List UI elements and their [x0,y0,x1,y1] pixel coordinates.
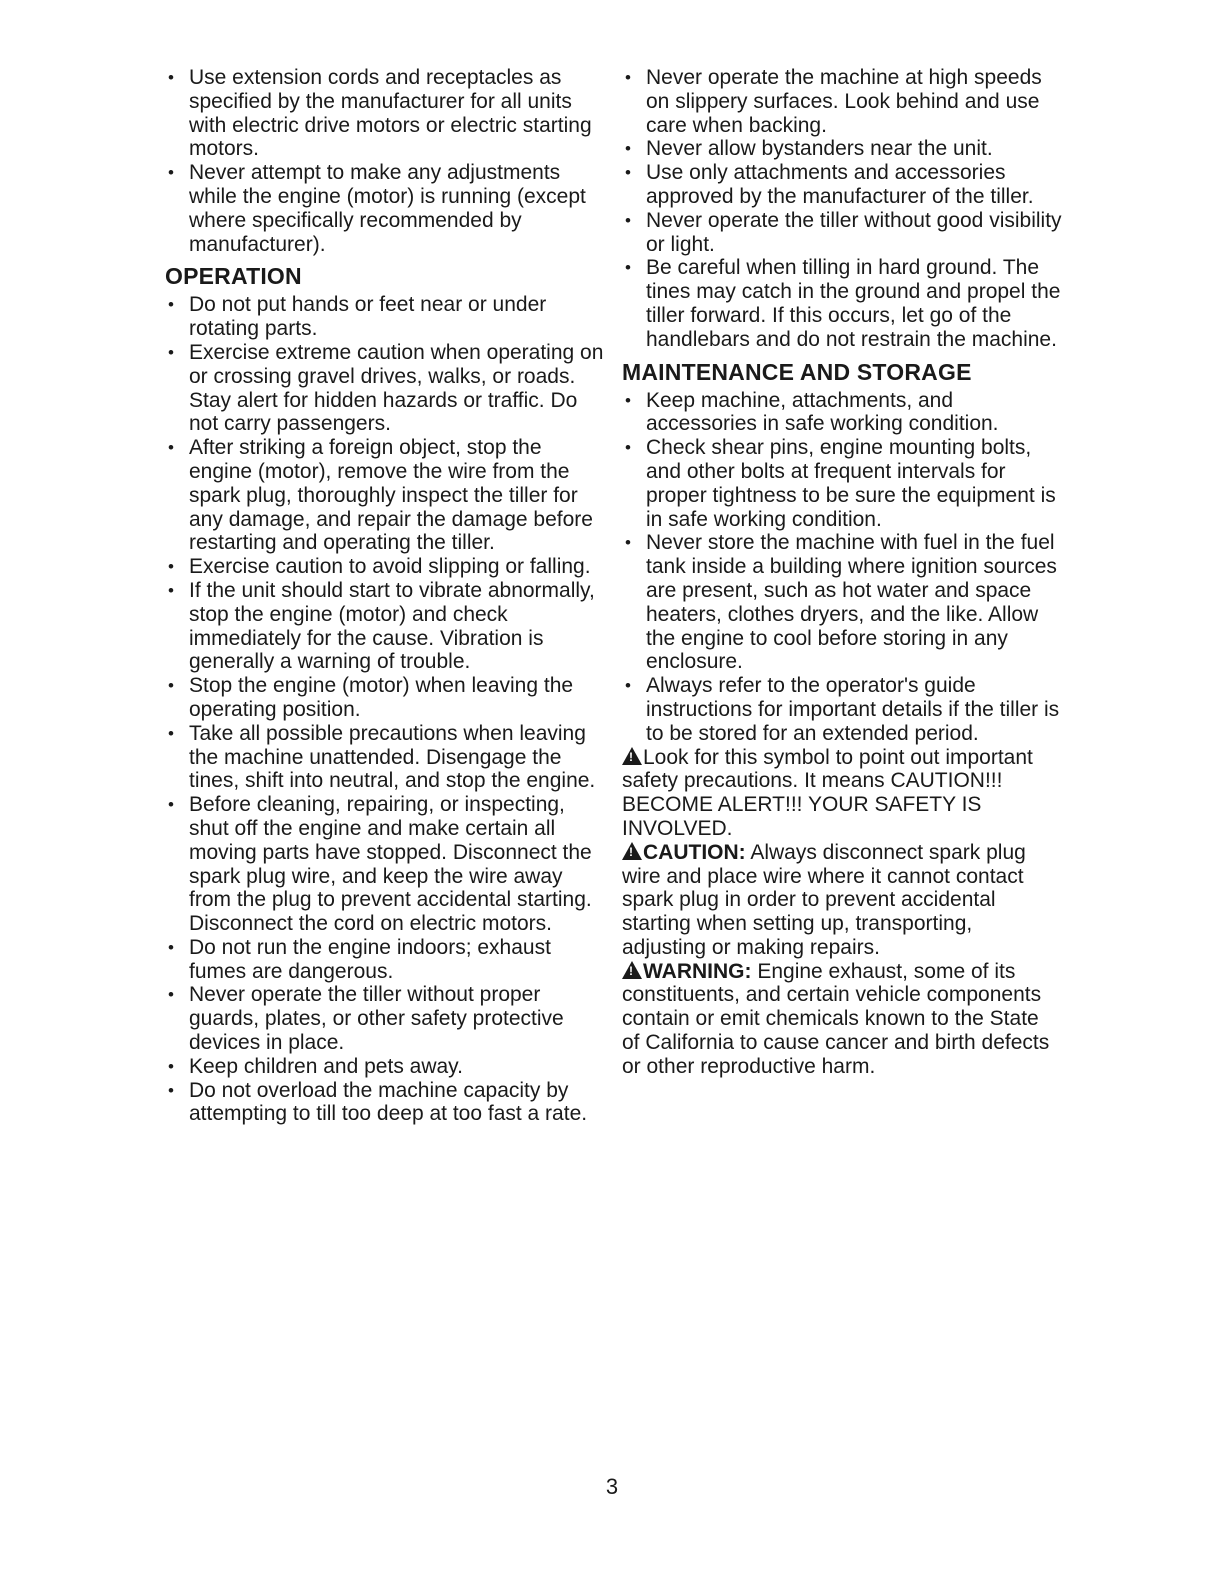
maintenance-list [622,389,1062,746]
list-item: • Take all possible precautions when leaving the machine unattended. Disengage the tines, shift into neutral, and stop the engine. [165,722,605,793]
list-item: • Check shear pins, engine mounting bolts, and other bolts at frequent intervals for proper tightness to be sure the equipment is in safe working condition. [622,436,1062,531]
caution-note [622,841,1062,960]
warning-triangle-icon [622,961,642,979]
symbol-note [622,746,1062,841]
list-item: • Never operate the machine at high speeds on slippery surfaces. Look behind and use care when backing. [622,66,1062,137]
list-item: • Do not put hands or feet near or under rotating parts. [165,293,605,341]
list-item: • Be careful when tilling in hard ground. The tines may catch in the ground and propel the tiller forward. If this occurs, let go of the handlebars and do not restrain the machine. [622,256,1062,351]
list-item: • Never operate the tiller without proper guards, plates, or other safety protective devices in place. [165,983,605,1054]
warning-triangle-icon [622,842,642,860]
operation-list [165,293,605,1126]
warning-label: WARNING: [643,959,752,983]
list-item: • Exercise caution to avoid slipping or falling. [165,555,605,579]
caution-text: Always disconnect spark plug wire and place wire where it cannot contact spark plug in order to prevent accidental starting when setting up, transporting, adjusting or making repairs. [622,840,1026,959]
warning-text: Engine exhaust, some of its constituents, and certain vehicle components contain or emit chemicals known to the State of California to cause cancer and birth defects or other reproductive harm. [622,959,1050,1078]
list-item: • After striking a foreign object, stop the engine (motor), remove the wire from the spark plug, thoroughly inspect the tiller for any damage, and repair the damage before restarting and operating the tiller. [165,436,605,555]
list-item: • Exercise extreme caution when operating on or crossing gravel drives, walks, or roads. Stay alert for hidden hazards or traffic. Do not carry passengers. [165,341,605,436]
list-item: • Always refer to the operator's guide instructions for important details if the tiller is to be stored for an extended period. [622,674,1062,745]
maintenance-heading: MAINTENANCE AND STORAGE [622,358,972,385]
symbol-note-text: Look for this symbol to point out important safety precautions. It means CAUTION!!! BECOME ALERT!!! YOUR SAFETY IS INVOLVED. [622,745,1033,840]
operation-heading: OPERATION [165,263,302,290]
list-item: • Never attempt to make any adjustments while the engine (motor) is running (except where specifically recommended by manufacturer). [165,161,605,256]
list-item: • Use extension cords and receptacles as specified by the manufacturer for all units with electric drive motors or electric starting motors. [165,66,605,161]
list-item: • Never allow bystanders near the unit. [622,137,1062,161]
list-item: • Never operate the tiller without good visibility or light. [622,209,1062,257]
list-item: • Keep machine, attachments, and accessories in safe working condition. [622,389,1062,437]
operation-list-continued [622,66,1062,352]
warning-note [622,960,1062,1079]
list-item: • Never store the machine with fuel in the fuel tank inside a building where ignition sources are present, such as hot water and space heaters, clothes dryers, and the like. Allow the engine to cool before storing in any enclosure. [622,531,1062,674]
caution-label: CAUTION: [643,840,746,864]
list-item: • Do not run the engine indoors; exhaust fumes are dangerous. [165,936,605,984]
list-item: • Do not overload the machine capacity by attempting to till too deep at too fast a rate. [165,1079,605,1127]
warning-triangle-icon [622,747,642,765]
right-column [622,66,1062,1079]
list-item: • Keep children and pets away. [165,1055,605,1079]
list-item: • Use only attachments and accessories approved by the manufacturer of the tiller. [622,161,1062,209]
page-number: 3 [605,1474,619,1499]
list-item: • Before cleaning, repairing, or inspecting, shut off the engine and make certain all moving parts have stopped. Disconnect the spark plug wire, and keep the wire away from the plug to prevent accidental starting. Disconnect the cord on electric motors. [165,793,605,936]
list-item: • Stop the engine (motor) when leaving the operating position. [165,674,605,722]
left-column [165,66,605,1126]
list-item: • If the unit should start to vibrate abnormally, stop the engine (motor) and check immediately for the cause. Vibration is generally a warning of trouble. [165,579,605,674]
intro-list [165,66,605,256]
